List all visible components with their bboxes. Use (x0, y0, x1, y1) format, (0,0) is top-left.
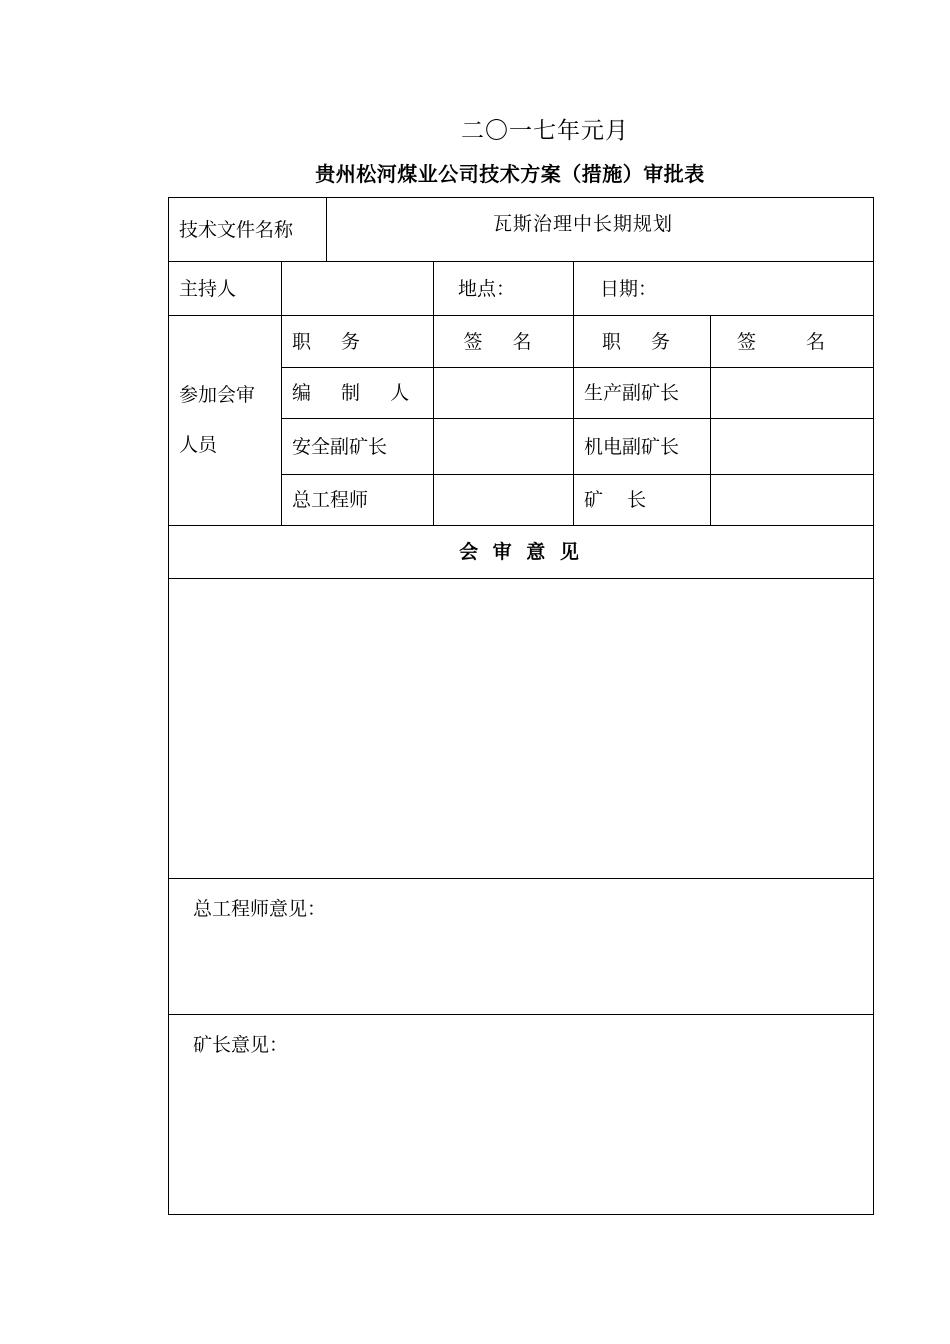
role-chief-engineer: 总工程师 (281, 474, 434, 526)
review-opinion-area[interactable] (168, 578, 874, 879)
approval-form (168, 197, 874, 1215)
signature-safety-deputy[interactable] (433, 418, 574, 475)
signature-chief-engineer[interactable] (433, 474, 574, 526)
position-header-2: 职 务 (573, 315, 711, 368)
signature-header-2: 签 名 (710, 315, 874, 368)
role-mine-director: 矿 长 (573, 474, 711, 526)
signature-production-deputy[interactable] (710, 367, 874, 419)
form-title: 贵州松河煤业公司技术方案（措施）审批表 (315, 162, 705, 186)
role-safety-deputy: 安全副矿长 (281, 418, 434, 475)
role-preparer: 编 制 人 (281, 367, 434, 419)
doc-name-label: 技术文件名称 (168, 197, 327, 262)
signature-electromech-deputy[interactable] (710, 418, 874, 475)
participants-label-line2: 人员 (179, 434, 218, 456)
review-opinion-heading: 会 审 意 见 (168, 525, 874, 579)
position-header-1: 职 务 (281, 315, 434, 368)
participants-label-line1: 参加会审 (179, 384, 256, 406)
mine-director-opinion-label: 矿长意见： (193, 1034, 289, 1056)
location-label[interactable]: 地点： (433, 261, 574, 316)
host-field[interactable] (281, 261, 434, 316)
mine-director-opinion-area[interactable] (168, 1014, 874, 1215)
document-date: 二〇一七年元月 (461, 118, 629, 144)
chief-engineer-opinion-label: 总工程师意见： (193, 898, 327, 920)
host-label: 主持人 (168, 261, 282, 316)
doc-name-value: 瓦斯治理中长期规划 (493, 213, 674, 235)
signature-header-1: 签 名 (433, 315, 574, 368)
role-production-deputy: 生产副矿长 (573, 367, 711, 419)
signature-preparer[interactable] (433, 367, 574, 419)
signature-mine-director[interactable] (710, 474, 874, 526)
role-electromech-deputy: 机电副矿长 (573, 418, 711, 475)
doc-name-field[interactable] (326, 197, 874, 262)
date-label[interactable]: 日期： (573, 261, 874, 316)
chief-engineer-opinion-area[interactable] (168, 878, 874, 1015)
participants-label (168, 315, 282, 526)
